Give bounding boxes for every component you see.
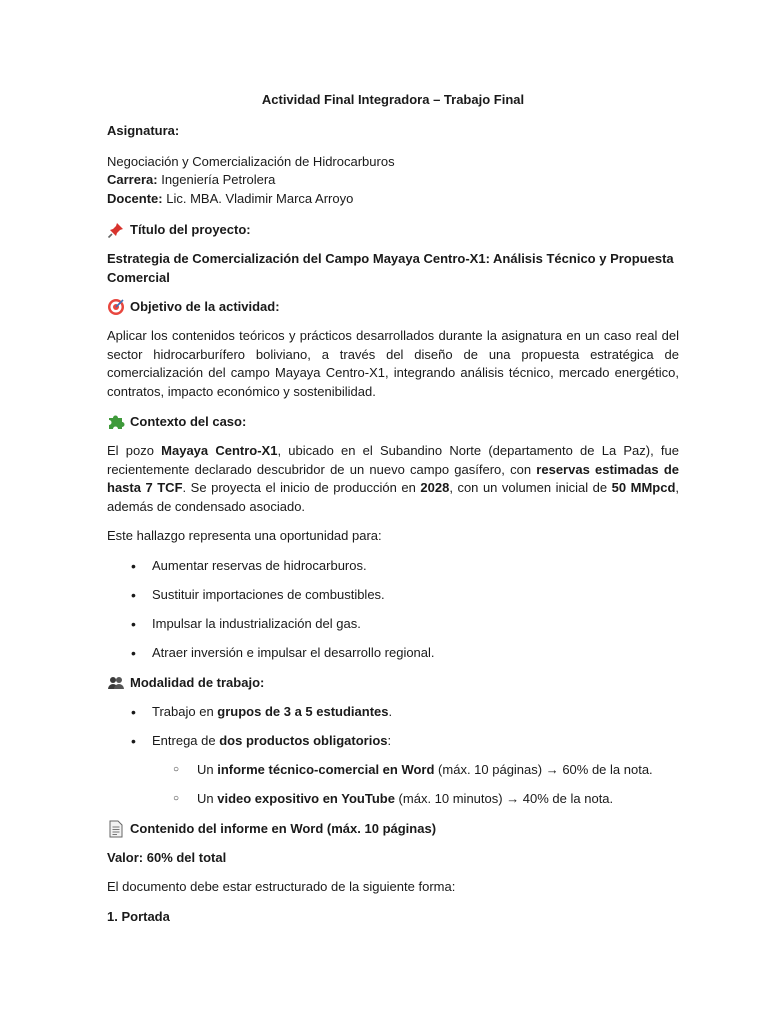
item-bold: grupos de 3 a 5 estudiantes (217, 703, 389, 719)
objetivo-text: Aplicar los contenidos teóricos y prácticos desarrollados durante la asignatura en un caso real del sector hidrocarburífero boliviano, a través del diseño de una propuesta estratégica de comercialización del campo Mayaya Centro-X1, integrando análisis técnico, mercado energético, contratos, impacto económico y sostenibilidad. (107, 328, 679, 399)
item-text: (máx. 10 minutos) → 40% de la nota. (394, 790, 614, 806)
contexto-text-5: , además de condensado asociado. (107, 480, 680, 514)
titulo-heading (107, 220, 679, 240)
contexto-paragraph (107, 442, 679, 516)
list-item (107, 703, 679, 722)
modalidad-heading-text: Modalidad de trabajo: (130, 674, 265, 690)
modalidad-list (107, 703, 679, 809)
target-icon (107, 298, 125, 316)
modalidad-heading (107, 673, 679, 693)
list-item: • Impulsar la industrialización del gas. (107, 615, 679, 634)
docente-value: Lic. MBA. Vladimir Marca Arroyo (162, 190, 354, 206)
list-item: • Atraer inversión e impulsar el desarrollo regional. (107, 644, 679, 663)
contexto-well-name: Mayaya Centro-X1 (161, 443, 278, 458)
document-icon (107, 820, 125, 838)
item-text: (máx. 10 páginas) → 60% de la nota. (434, 761, 653, 777)
docente-line (107, 190, 679, 209)
item-text: : (387, 732, 392, 748)
docente-label: Docente: (107, 190, 163, 206)
item-bold: video expositivo en YouTube (217, 790, 395, 806)
carrera-value: Ingeniería Petrolera (157, 172, 276, 187)
item-text: Entrega de (152, 732, 220, 748)
contexto-text-1: El pozo (107, 443, 162, 458)
contexto-volume: 50 MMpcd (611, 480, 676, 495)
contexto-intro: Este hallazgo representa una oportunidad para: (107, 528, 382, 543)
pushpin-icon (107, 221, 125, 239)
contexto-heading-text: Contexto del caso: (130, 414, 247, 429)
titulo-heading-text: Título del proyecto: (130, 222, 251, 237)
carrera-label: Carrera: (107, 172, 158, 187)
document-title: Actividad Final Integradora – Trabajo Final (261, 92, 525, 107)
item-text: Un (197, 790, 218, 806)
asignatura-value: Negociación y Comercialización de Hidrocarburos (107, 153, 395, 169)
puzzle-piece-icon (107, 413, 125, 431)
list-item: • Sustituir importaciones de combustibles. (107, 586, 679, 605)
contexto-text-4: , con un volumen inicial de (449, 480, 612, 495)
carrera-line (107, 171, 679, 190)
people-icon (107, 674, 125, 692)
item-bold: informe técnico-comercial en Word (217, 761, 435, 777)
asignatura-label: Asignatura: (107, 123, 180, 138)
contexto-text-3: . Se proyecta el inicio de producción en (182, 480, 421, 495)
contexto-heading (107, 412, 679, 432)
objetivo-heading-text: Objetivo de la actividad: (130, 299, 280, 314)
list-item (107, 732, 679, 751)
oportunidades-list (107, 557, 679, 663)
item-text: . (388, 703, 393, 719)
contenido-heading (107, 819, 679, 839)
contexto-year: 2028 (420, 480, 450, 495)
sub-list-item (107, 761, 679, 780)
list-item: • Aumentar reservas de hidrocarburos. (107, 557, 679, 576)
contenido-intro: El documento debe estar estructurado de la siguiente forma: (107, 879, 456, 894)
item-text: Trabajo en (152, 703, 218, 719)
item-bold: dos productos obligatorios (219, 732, 388, 748)
contenido-heading-text: Contenido del informe en Word (máx. 10 páginas) (130, 820, 437, 836)
valor-text: Valor: 60% del total (107, 849, 227, 865)
document-content (107, 90, 679, 926)
sub-list-item (107, 790, 679, 809)
item-text: Un (197, 761, 218, 777)
titulo-text: Estrategia de Comercialización del Campo Mayaya Centro-X1: Análisis Técnico y Propuesta Comercial (107, 251, 674, 285)
contexto-reserves: reservas estimadas de hasta 7 TCF (107, 461, 679, 495)
objetivo-heading (107, 297, 679, 317)
portada-heading: 1. Portada (107, 908, 170, 924)
contexto-text-2: , ubicado en el Subandino Norte (departamento de La Paz), fue recientemente declarado descubridor de un nuevo campo gasífero, con (107, 443, 679, 477)
